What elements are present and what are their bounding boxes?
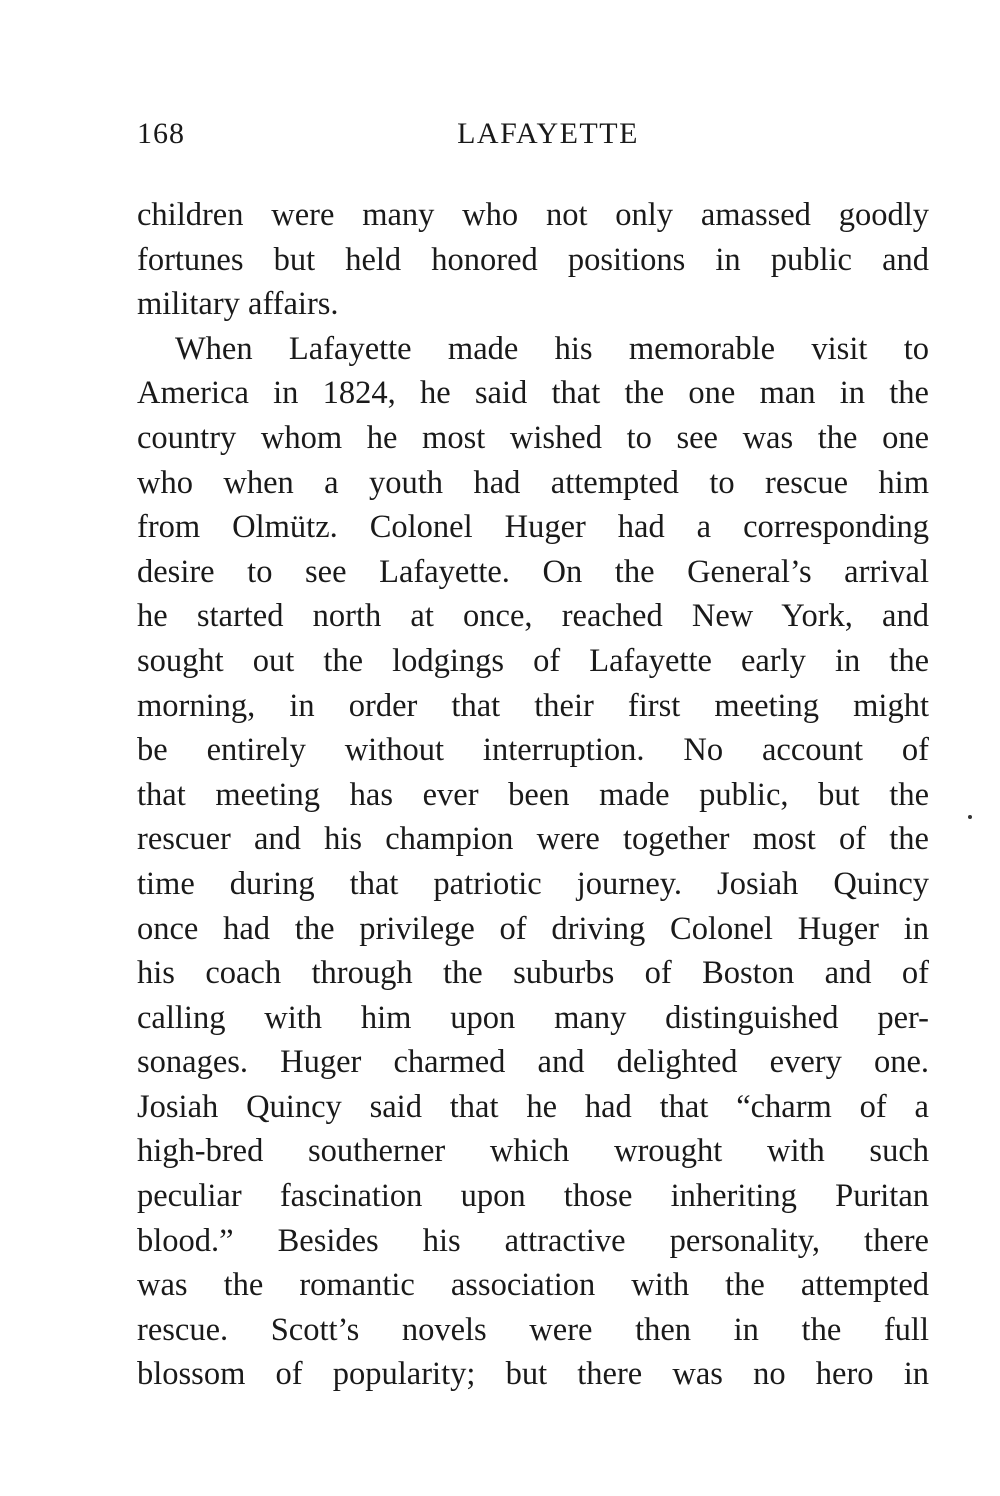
text-line: who when a youth had attempted to rescue him bbox=[137, 464, 929, 501]
body-text bbox=[137, 193, 929, 1397]
text-line: rescue. Scott’s novels were then in the full bbox=[137, 1311, 929, 1348]
text-line: be entirely without interruption. No account of bbox=[137, 732, 929, 769]
text-line: rescuer and his champion were together most of the bbox=[137, 821, 929, 858]
text-line: blossom of popularity; but there was no hero in bbox=[137, 1356, 929, 1393]
text-line: America in 1824, he said that the one man in the bbox=[137, 375, 929, 412]
text-line: from Olmütz. Colonel Huger had a corresponding bbox=[137, 509, 929, 546]
text-line: Josiah Quincy said that he had that “charm of a bbox=[137, 1088, 929, 1125]
text-line: blood.” Besides his attractive personality, there bbox=[137, 1222, 929, 1259]
text-line: When Lafayette made his memorable visit to bbox=[175, 330, 929, 367]
text-line: time during that patriotic journey. Josiah Quincy bbox=[137, 865, 929, 902]
text-line: that meeting has ever been made public, but the bbox=[137, 776, 929, 813]
text-line: peculiar fascination upon those inheriting Puritan bbox=[137, 1178, 929, 1215]
text-line: country whom he most wished to see was the one bbox=[137, 419, 929, 456]
book-page bbox=[137, 112, 929, 1397]
text-line: calling with him upon many distinguished per- bbox=[137, 999, 929, 1036]
text-line: his coach through the suburbs of Boston and of bbox=[137, 955, 929, 992]
text-line: once had the privilege of driving Colonel Huger in bbox=[137, 910, 929, 947]
text-line: morning, in order that their first meeting might bbox=[137, 687, 929, 724]
running-title: LAFAYETTE bbox=[457, 117, 639, 150]
text-line: children were many who not only amassed goodly bbox=[137, 197, 929, 233]
text-line: was the romantic association with the attempted bbox=[137, 1267, 929, 1304]
running-head bbox=[137, 112, 929, 156]
ink-speck bbox=[968, 815, 972, 819]
paragraph-1 bbox=[137, 193, 929, 327]
page-number: 168 bbox=[137, 117, 185, 150]
text-line: fortunes but held honored positions in public and bbox=[137, 241, 929, 278]
text-line: military affairs. bbox=[137, 286, 339, 323]
paragraph-2 bbox=[137, 327, 929, 1397]
text-line: desire to see Lafayette. On the General’s arrival bbox=[137, 553, 929, 590]
text-line: sonages. Huger charmed and delighted every one. bbox=[137, 1044, 929, 1081]
text-line: high-bred southerner which wrought with such bbox=[137, 1133, 929, 1170]
text-line: he started north at once, reached New York, and bbox=[137, 598, 929, 635]
text-line: sought out the lodgings of Lafayette early in the bbox=[137, 642, 929, 679]
